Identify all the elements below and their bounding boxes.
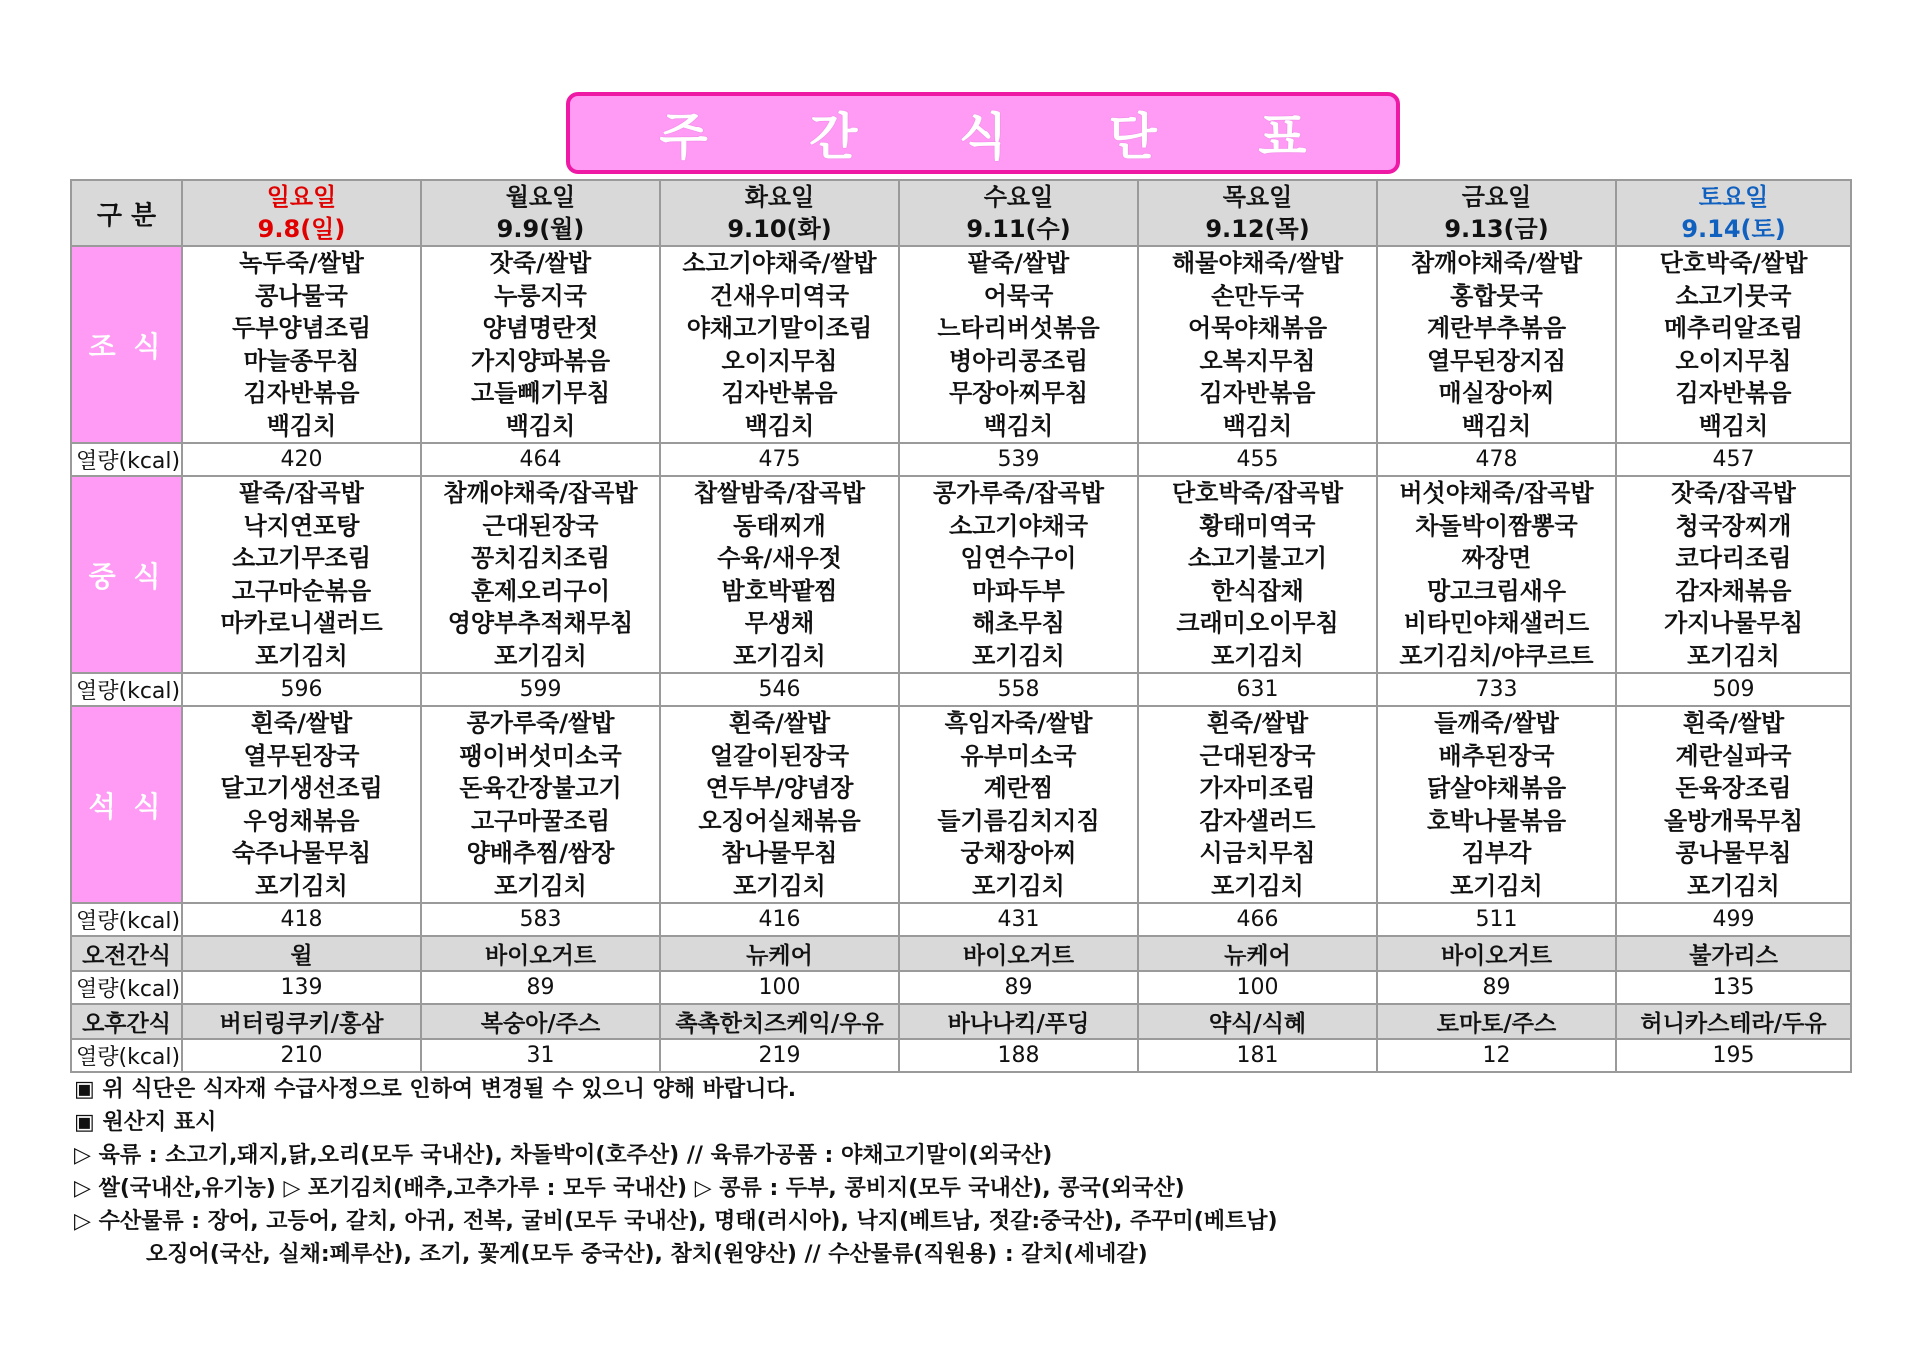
menu-item: 두부양념조림	[231, 314, 372, 342]
menu-item: 비타민야채샐러드	[1403, 609, 1590, 637]
kcal-value: 455	[1138, 443, 1377, 476]
kcal-value: 418	[182, 903, 421, 936]
menu-item: 가지나물무침	[1663, 609, 1804, 637]
menu-item: 포기김치	[1211, 641, 1304, 670]
menu-item: 소고기야채죽/쌀밥	[682, 249, 877, 277]
day-date: 9.9(월)	[496, 215, 585, 243]
menu-item: 버섯야채죽/잡곡밥	[1399, 479, 1594, 507]
menu-item: 유부미소국	[960, 741, 1077, 770]
am_snack-label: 오전간식	[71, 936, 182, 971]
menu-cell	[1616, 476, 1851, 673]
menu-item: 계란부추볶음	[1426, 314, 1567, 342]
menu-cell	[1377, 246, 1616, 443]
menu-item: 포기김치	[733, 871, 826, 900]
snack-item: 불가리스	[1616, 936, 1851, 971]
menu-item: 김자반볶음	[1675, 379, 1792, 407]
menu-item: 콩가루죽/쌀밥	[466, 709, 615, 737]
day-date: 9.13(금)	[1444, 215, 1549, 243]
menu-item: 시금치무침	[1199, 839, 1316, 867]
snack-item: 뉴케어	[660, 936, 899, 971]
menu-item: 콩나물무침	[1675, 839, 1792, 867]
menu-item: 포기김치	[972, 641, 1065, 670]
kcal-value: 89	[899, 971, 1138, 1004]
menu-item: 달고기생선조림	[220, 774, 383, 802]
menu-item: 청국장찌개	[1675, 511, 1792, 540]
menu-item: 포기김치	[494, 871, 587, 900]
pm_snack-row	[71, 1004, 1851, 1039]
menu-item: 호박나물볶음	[1426, 806, 1567, 835]
day-name: 목요일	[1222, 183, 1293, 211]
menu-cell	[899, 246, 1138, 443]
snack-item: 버터링쿠키/홍삼	[182, 1004, 421, 1039]
menu-cell	[182, 476, 421, 673]
menu-cell	[899, 706, 1138, 903]
kcal-value: 89	[1377, 971, 1616, 1004]
notes	[74, 1073, 1278, 1271]
menu-item: 짜장면	[1461, 544, 1532, 572]
menu-item: 느타리버섯볶음	[937, 314, 1100, 342]
menu-item: 백김치	[505, 411, 576, 440]
menu-item: 팥죽/잡곡밥	[239, 479, 364, 507]
menu-item: 감자채볶음	[1675, 576, 1792, 605]
kcal-value: 420	[182, 443, 421, 476]
kcal-label: 열량(kcal)	[71, 443, 182, 476]
kcal-value: 219	[660, 1039, 899, 1072]
menu-cell	[660, 246, 899, 443]
menu-item: 근대된장국	[482, 511, 599, 540]
menu-item: 병아리콩조림	[948, 346, 1089, 375]
day-date: 9.8(일)	[257, 215, 346, 243]
menu-item: 한식잡채	[1211, 576, 1304, 605]
menu-item: 오이지무침	[1675, 346, 1792, 375]
snack-item: 허니카스테라/두유	[1616, 1004, 1851, 1039]
menu-item: 크래미오이무침	[1176, 609, 1339, 637]
menu-item: 임연수구이	[960, 544, 1077, 572]
am_snack-kcal-row	[71, 971, 1851, 1004]
snack-item: 뉴케어	[1138, 936, 1377, 971]
menu-item: 야채고기말이조림	[686, 314, 873, 342]
menu-item: 열무된장국	[243, 741, 360, 770]
menu-item: 무장아찌무침	[948, 379, 1089, 407]
menu-item: 망고크림새우	[1426, 576, 1567, 605]
menu-item: 오징어실채볶음	[698, 806, 861, 835]
menu-item: 메추리알조림	[1663, 314, 1804, 342]
kcal-value: 464	[421, 443, 660, 476]
menu-item: 닭살야채볶음	[1426, 774, 1567, 802]
dinner-label: 석 식	[71, 706, 182, 903]
day-date: 9.11(수)	[966, 215, 1071, 243]
menu-item: 김부각	[1461, 839, 1532, 867]
menu-item: 얼갈이된장국	[709, 741, 850, 770]
menu-item: 고구마꿀조림	[470, 806, 611, 835]
menu-item: 김자반볶음	[1199, 379, 1316, 407]
menu-cell	[421, 246, 660, 443]
kcal-value: 511	[1377, 903, 1616, 936]
menu-cell	[1377, 706, 1616, 903]
menu-item: 매실장아찌	[1438, 379, 1555, 407]
menu-item: 백김치	[266, 411, 337, 440]
menu-item: 열무된장지짐	[1426, 346, 1567, 375]
menu-item: 훈제오리구이	[470, 576, 611, 605]
menu-item: 녹두죽/쌀밥	[239, 249, 364, 277]
menu-item: 포기김치	[1687, 871, 1780, 900]
menu-item: 우엉채볶음	[243, 806, 360, 835]
menu-item: 팥죽/쌀밥	[967, 249, 1070, 277]
menu-item: 포기김치	[494, 641, 587, 670]
menu-item: 참깨야채죽/쌀밥	[1410, 249, 1583, 277]
kcal-label: 열량(kcal)	[71, 1039, 182, 1072]
menu-item: 해초무침	[972, 609, 1065, 637]
note-line: ▣ 위 식단은 식자재 수급사정으로 인하여 변경될 수 있으니 양해 바랍니다.	[74, 1077, 797, 1102]
menu-item: 포기김치	[255, 641, 348, 670]
note-line: ▷ 육류 : 소고기,돼지,닭,오리(모두 국내산), 차돌박이(호주산) // 육류가공품 : 야채고기말이(외국산)	[74, 1143, 1053, 1168]
menu-item: 소고기무조림	[231, 544, 372, 572]
snack-item: 촉촉한치즈케익/우유	[660, 1004, 899, 1039]
menu-item: 가자미조림	[1199, 774, 1316, 802]
kcal-value: 12	[1377, 1039, 1616, 1072]
lunch-row	[71, 476, 1851, 673]
menu-item: 오복지무침	[1199, 346, 1316, 375]
menu-item: 포기김치	[1450, 871, 1543, 900]
snack-item: 토마토/주스	[1377, 1004, 1616, 1039]
kcal-value: 499	[1616, 903, 1851, 936]
breakfast-row	[71, 246, 1851, 443]
lunch-kcal-row	[71, 673, 1851, 706]
day-header	[899, 180, 1138, 246]
menu-item: 양배추찜/쌈장	[466, 839, 615, 867]
pm_snack-kcal-row	[71, 1039, 1851, 1072]
menu-cell	[1138, 706, 1377, 903]
kcal-label: 열량(kcal)	[71, 971, 182, 1004]
menu-item: 감자샐러드	[1199, 806, 1316, 835]
menu-item: 연두부/양념장	[705, 774, 854, 802]
note-line: ▷ 수산물류 : 장어, 고등어, 갈치, 아귀, 전복, 굴비(모두 국내산), 명태(러시아), 낙지(베트남, 젓갈:중국산), 주꾸미(베트남)	[74, 1209, 1278, 1234]
kcal-value: 100	[1138, 971, 1377, 1004]
menu-item: 흑임자죽/쌀밥	[944, 709, 1093, 737]
menu-item: 양념명란젓	[482, 314, 599, 342]
menu-item: 포기김치	[1687, 641, 1780, 670]
kcal-value: 596	[182, 673, 421, 706]
kcal-value: 478	[1377, 443, 1616, 476]
kcal-value: 539	[899, 443, 1138, 476]
day-name: 일요일	[266, 183, 337, 211]
menu-item: 소고기불고기	[1187, 544, 1328, 572]
menu-item: 흰죽/쌀밥	[250, 709, 353, 737]
kcal-value: 733	[1377, 673, 1616, 706]
menu-item: 배추된장국	[1438, 741, 1555, 770]
day-name: 금요일	[1461, 183, 1532, 211]
menu-item: 백김치	[1698, 411, 1769, 440]
menu-item: 들깨죽/쌀밥	[1434, 709, 1559, 737]
note-line: ▷ 쌀(국내산,유기농) ▷ 포기김치(배추,고추가루 : 모두 국내산) ▷ 콩류 : 두부, 콩비지(모두 국내산), 콩국(외국산)	[74, 1176, 1185, 1201]
menu-item: 단호박죽/잡곡밥	[1171, 479, 1344, 507]
kcal-value: 558	[899, 673, 1138, 706]
title-banner	[566, 92, 1400, 174]
menu-item: 잣죽/잡곡밥	[1671, 479, 1796, 507]
day-date: 9.14(토)	[1681, 215, 1786, 243]
menu-item: 밤호박팥찜	[721, 576, 838, 605]
menu-item: 포기김치	[733, 641, 826, 670]
day-header	[182, 180, 421, 246]
note-line: ▣ 원산지 표시	[74, 1110, 217, 1135]
menu-item: 콩가루죽/잡곡밥	[932, 479, 1105, 507]
menu-item: 홍합뭇국	[1450, 281, 1543, 310]
kcal-label: 열량(kcal)	[71, 903, 182, 936]
header-row	[71, 180, 1851, 246]
menu-item: 숙주나물무침	[231, 839, 372, 867]
menu-item: 해물야채죽/쌀밥	[1171, 249, 1344, 277]
menu-item: 수육/새우젓	[717, 544, 842, 572]
menu-item: 차돌박이짬뽕국	[1415, 511, 1578, 540]
kcal-value: 466	[1138, 903, 1377, 936]
menu-cell	[182, 246, 421, 443]
kcal-value: 431	[899, 903, 1138, 936]
menu-cell	[182, 706, 421, 903]
kcal-value: 457	[1616, 443, 1851, 476]
day-name: 화요일	[744, 183, 815, 211]
kcal-value: 546	[660, 673, 899, 706]
menu-item: 누룽지국	[494, 281, 587, 310]
menu-item: 근대된장국	[1199, 741, 1316, 770]
day-header	[1377, 180, 1616, 246]
menu-item: 흰죽/쌀밥	[1206, 709, 1309, 737]
menu-item: 단호박죽/쌀밥	[1659, 249, 1808, 277]
menu-cell	[1616, 706, 1851, 903]
menu-item: 김자반볶음	[243, 379, 360, 407]
menu-item: 어묵야채볶음	[1187, 314, 1328, 342]
menu-item: 포기김치	[972, 871, 1065, 900]
menu-item: 포기김치/야쿠르트	[1399, 641, 1594, 670]
menu-item: 김자반볶음	[721, 379, 838, 407]
menu-item: 찹쌀밤죽/잡곡밥	[693, 479, 866, 507]
kcal-value: 89	[421, 971, 660, 1004]
kcal-label: 열량(kcal)	[71, 673, 182, 706]
kcal-value: 210	[182, 1039, 421, 1072]
day-header	[660, 180, 899, 246]
menu-item: 고구마순볶음	[231, 576, 372, 605]
menu-item: 돈육장조림	[1675, 774, 1792, 802]
menu-item: 코다리조림	[1675, 544, 1792, 572]
menu-cell	[1138, 246, 1377, 443]
menu-item: 마파두부	[972, 576, 1065, 605]
kcal-value: 188	[899, 1039, 1138, 1072]
menu-item: 백김치	[1461, 411, 1532, 440]
gubun-header: 구 분	[71, 180, 182, 246]
menu-item: 황태미역국	[1199, 511, 1316, 540]
lunch-label: 중 식	[71, 476, 182, 673]
page-title: 주 간 식 단 표	[659, 108, 1349, 166]
menu-item: 돈육간장불고기	[459, 774, 622, 802]
menu-item: 마늘종무침	[243, 346, 360, 375]
menu-item: 오이지무침	[721, 346, 838, 375]
menu-item: 올방개묵무침	[1663, 806, 1804, 835]
menu-cell	[660, 476, 899, 673]
kcal-value: 139	[182, 971, 421, 1004]
kcal-value: 181	[1138, 1039, 1377, 1072]
snack-item: 복숭아/주스	[421, 1004, 660, 1039]
snack-item: 바이오거트	[421, 936, 660, 971]
dinner-kcal-row	[71, 903, 1851, 936]
menu-item: 낙지연포탕	[243, 511, 360, 540]
menu-item: 꽁치김치조림	[470, 544, 611, 572]
menu-item: 어묵국	[983, 281, 1054, 310]
kcal-value: 583	[421, 903, 660, 936]
menu-item: 계란찜	[983, 774, 1054, 802]
menu-item: 포기김치	[1211, 871, 1304, 900]
day-name: 월요일	[505, 183, 576, 211]
day-header	[1138, 180, 1377, 246]
menu-item: 팽이버섯미소국	[459, 741, 622, 770]
menu-item: 궁채장아찌	[960, 839, 1077, 867]
menu-item: 참깨야채죽/잡곡밥	[443, 479, 638, 507]
menu-item: 흰죽/쌀밥	[1682, 709, 1785, 737]
menu-item: 마카로니샐러드	[220, 609, 383, 637]
menu-item: 영양부추적채무침	[447, 609, 634, 637]
day-header	[421, 180, 660, 246]
menu-item: 무생채	[744, 609, 815, 637]
kcal-value: 475	[660, 443, 899, 476]
day-name: 토요일	[1698, 183, 1769, 211]
breakfast-kcal-row	[71, 443, 1851, 476]
menu-item: 소고기뭇국	[1675, 281, 1792, 310]
menu-item: 잣죽/쌀밥	[489, 249, 592, 277]
day-date: 9.12(목)	[1205, 215, 1310, 243]
menu-item: 백김치	[1222, 411, 1293, 440]
menu-item: 소고기야채국	[948, 511, 1089, 540]
note-line: 오징어(국산, 실채:페루산), 조기, 꽃게(모두 중국산), 참치(원양산) // 수산물류(직원용) : 갈치(세네갈)	[146, 1242, 1148, 1267]
snack-item: 윌	[182, 936, 421, 971]
snack-item: 바이오거트	[1377, 936, 1616, 971]
snack-item: 바이오거트	[899, 936, 1138, 971]
menu-item: 포기김치	[255, 871, 348, 900]
menu-item: 백김치	[983, 411, 1054, 440]
menu-item: 들기름김치지짐	[937, 806, 1100, 835]
day-header	[1616, 180, 1851, 246]
menu-item: 고들빼기무침	[470, 379, 611, 407]
menu-cell	[660, 706, 899, 903]
menu-item: 건새우미역국	[709, 281, 850, 310]
menu-item: 흰죽/쌀밥	[728, 709, 831, 737]
menu-cell	[421, 476, 660, 673]
am_snack-row	[71, 936, 1851, 971]
menu-cell	[421, 706, 660, 903]
kcal-value: 135	[1616, 971, 1851, 1004]
snack-item: 약식/식혜	[1138, 1004, 1377, 1039]
kcal-value: 195	[1616, 1039, 1851, 1072]
menu-cell	[1138, 476, 1377, 673]
kcal-value: 599	[421, 673, 660, 706]
day-name: 수요일	[983, 183, 1054, 211]
menu-item: 계란실파국	[1675, 741, 1792, 770]
menu-item: 참나물무침	[721, 839, 838, 867]
kcal-value: 100	[660, 971, 899, 1004]
breakfast-label: 조 식	[71, 246, 182, 443]
menu-item: 가지양파볶음	[470, 346, 611, 375]
menu-item: 콩나물국	[255, 281, 348, 310]
kcal-value: 509	[1616, 673, 1851, 706]
day-date: 9.10(화)	[727, 215, 832, 243]
weekly-menu-table	[70, 179, 1852, 1073]
menu-cell	[899, 476, 1138, 673]
menu-cell	[1377, 476, 1616, 673]
kcal-value: 31	[421, 1039, 660, 1072]
kcal-value: 416	[660, 903, 899, 936]
kcal-value: 631	[1138, 673, 1377, 706]
menu-item: 백김치	[744, 411, 815, 440]
snack-item: 바나나킥/푸딩	[899, 1004, 1138, 1039]
dinner-row	[71, 706, 1851, 903]
menu-item: 동태찌개	[733, 511, 826, 540]
menu-item: 손만두국	[1211, 281, 1304, 310]
menu-cell	[1616, 246, 1851, 443]
pm_snack-label: 오후간식	[71, 1004, 182, 1039]
